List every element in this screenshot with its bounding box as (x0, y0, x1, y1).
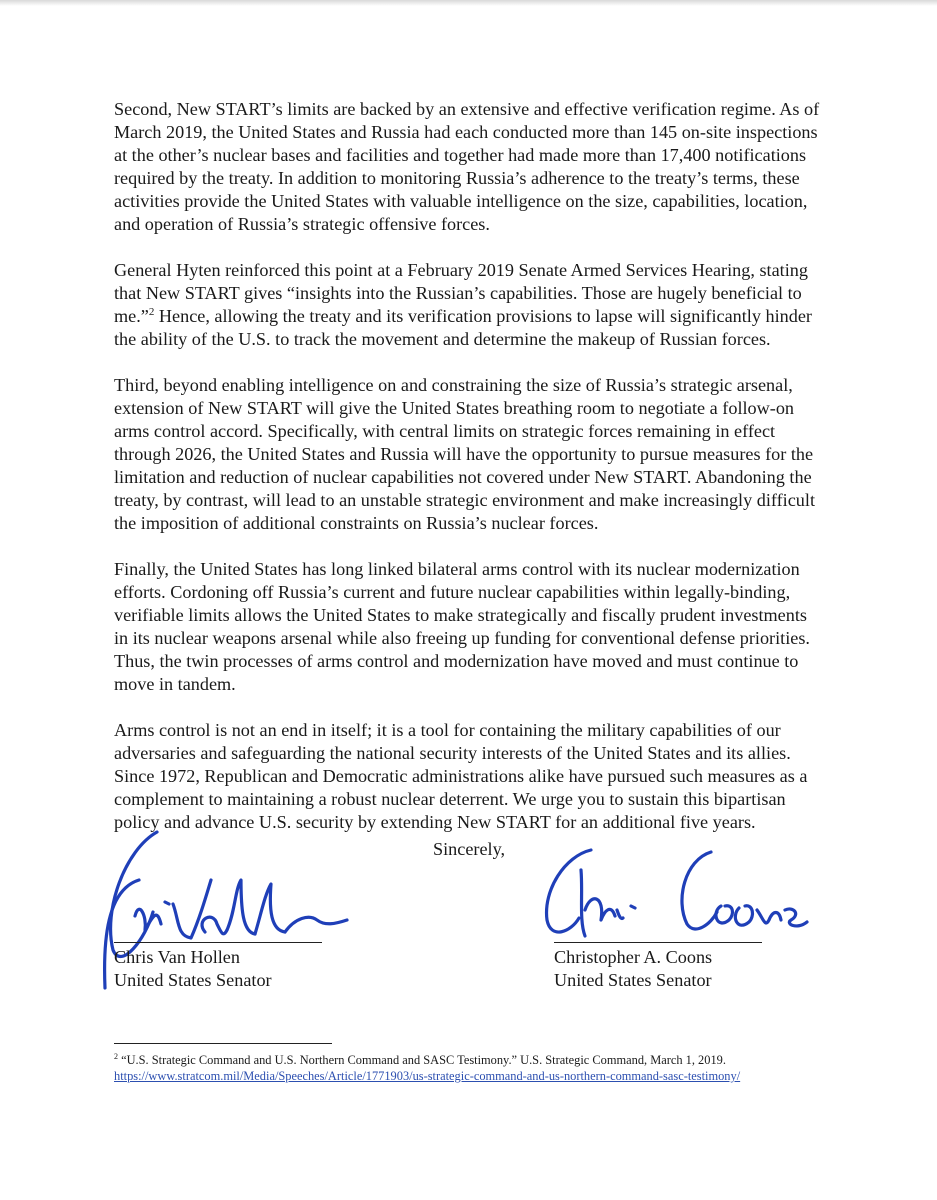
footnote (114, 1052, 834, 1084)
footnote-citation (114, 1052, 834, 1068)
footnote-number: 2 (114, 1051, 118, 1061)
footnote-text: “U.S. Strategic Command and U.S. Northern Command and SASC Testimony.” U.S. Strategic Command, March 1, 2019. (118, 1053, 726, 1067)
scan-edge (0, 0, 937, 6)
signature-line-right (554, 942, 762, 943)
paragraph-verification: Second, New START’s limits are backed by an extensive and effective verification regime. As of March 2019, the United States and Russia had each conducted more than 145 on-site inspections at the other’s nuclear bases and facilities and together had made more than 17,400 notifications required by the treaty. In addition to monitoring Russia’s adherence to the treaty’s terms, these activities provide the United States with valuable intelligence on the size, capabilities, location, and operation of Russia’s strategic offensive forces. (114, 99, 820, 234)
signer-name: Christopher A. Coons (554, 947, 713, 967)
letter-body (114, 98, 822, 857)
paragraph-third: Third, beyond enabling intelligence on and constraining the size of Russia’s strategic arsenal, extension of New START will give the United States breathing room to negotiate a follow-on arms control accord. Specifically, with central limits on strategic forces remaining in effect through 2026, the United States and Russia will have the opportunity to pursue measures for the limitation and reduction of nuclear capabilities not covered under New START. Abandoning the treaty, by contrast, will lead to an unstable strategic environment and make increasingly difficult the imposition of additional constraints on Russia’s nuclear forces. (114, 375, 816, 533)
signer-title: United States Senator (554, 970, 712, 990)
footnote-link[interactable]: https://www.stratcom.mil/Media/Speeches/Article/1771903/us-strategic-command-and-us-northern-command-sasc-testimony/ (114, 1069, 741, 1083)
signer-name: Chris Van Hollen (114, 947, 240, 967)
signer-van-hollen (114, 946, 272, 992)
signer-coons (554, 946, 712, 992)
paragraph-conclusion: Arms control is not an end in itself; it is a tool for containing the military capabilities of our adversaries and safeguarding the national security interests of the United States and its allies. Since 1972, Republican and Democratic administrations alike have pursued such measures as a complement to maintaining a robust nuclear deterrent. We urge you to sustain this bipartisan policy and advance U.S. security by extending New START for an additional five years. (114, 720, 808, 832)
paragraph-hyten-continued: Hence, allowing the treaty and its verification provisions to lapse will significantly hinder the ability of the U.S. to track the movement and determine the makeup of Russian forces. (114, 306, 812, 349)
signature-line-left (114, 942, 322, 943)
paragraph-hyten (114, 259, 822, 351)
signature-coons (535, 840, 815, 950)
footnote-ref: 2 (148, 305, 155, 318)
paragraph-hyten-text: General Hyten reinforced this point at a February 2019 Senate Armed Services Hearing, stating that New START gives “insights into the Russian’s capabilities. Those are hugely beneficial to me.” (114, 260, 808, 326)
signer-title: United States Senator (114, 970, 272, 990)
footnote-divider (114, 1043, 332, 1044)
paragraph-finally: Finally, the United States has long linked bilateral arms control with its nuclear modernization efforts. Cordoning off Russia’s current and future nuclear capabilities within legally-binding, verifiable limits allows the United States to make strategically and fiscally prudent investments in its nuclear weapons arsenal while also freeing up funding for conventional defense priorities. Thus, the twin processes of arms control and modernization have moved and must continue to move in tandem. (114, 559, 810, 694)
closing-salutation: Sincerely, (433, 839, 506, 859)
